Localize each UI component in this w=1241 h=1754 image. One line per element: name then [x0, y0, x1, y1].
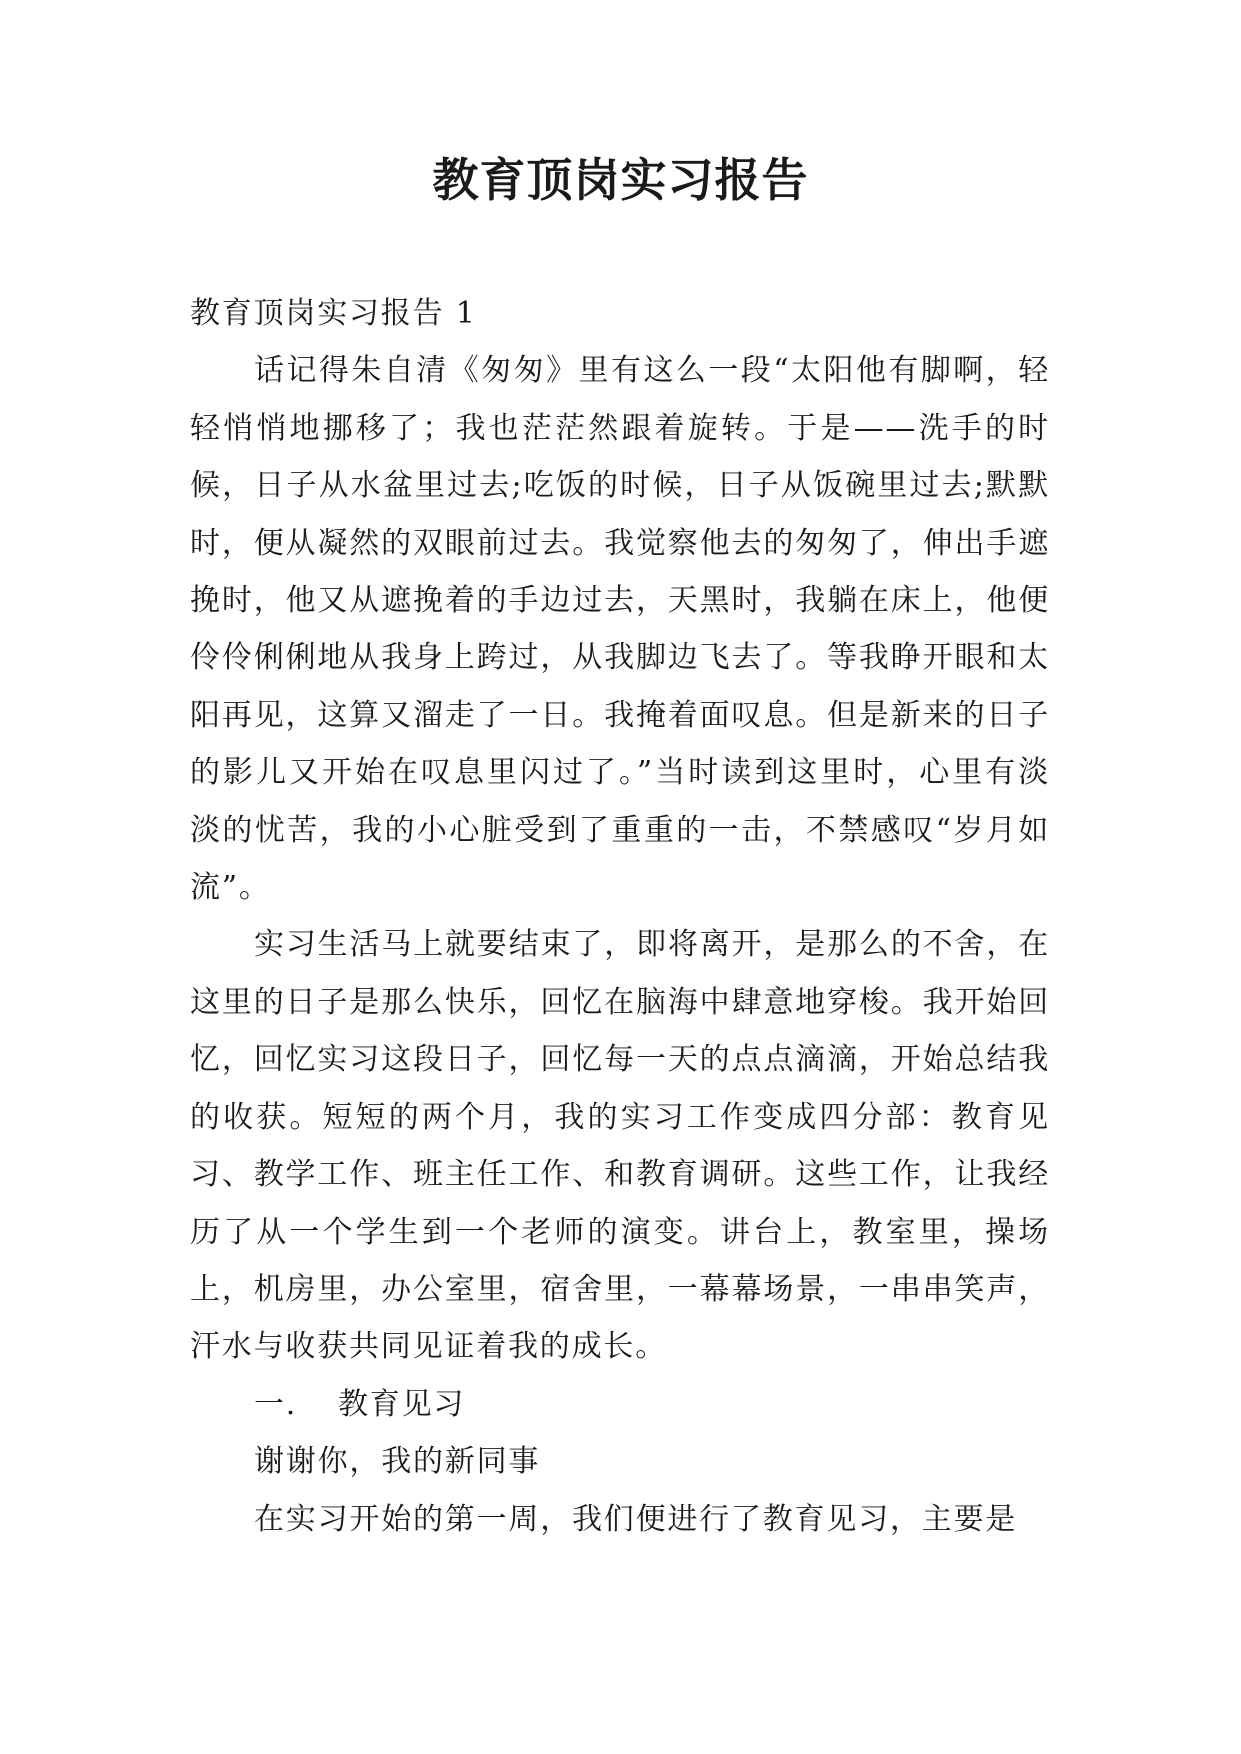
section-title: 教育见习: [338, 1386, 466, 1422]
section-number: 一.: [254, 1386, 298, 1422]
document-body: [190, 285, 1050, 1548]
paragraph: 实习生活马上就要结束了，即将离开，是那么的不舍，在这里的日子是那么快乐，回忆在脑海中肆意地穿梭。我开始回忆，回忆实习这段日子，回忆每一天的点点滴滴，开始总结我的收获。短短的两个月，我的实习工作变成四分部：教育见习、教学工作、班主任工作、和教育调研。这些工作，让我经历了从一个学生到一个老师的演变。讲台上，教室里，操场上，机房里，办公室里，宿舍里，一幕幕场景，一串串笑声，汗水与收获共同见证着我的成长。: [190, 927, 1050, 1365]
document-title: 教育顶岗实习报告: [432, 153, 809, 207]
paragraph: 话记得朱自清《匆匆》里有这么一段“太阳他有脚啊，轻轻悄悄地挪移了；我也茫茫然跟着旋转。于是——洗手的时候，日子从水盆里过去;吃饭的时候，日子从饭碗里过去;默默时，便从凝然的双眼前过去。我觉察他去的匆匆了，伸出手遮挽时，他又从遮挽着的手边过去，天黑时，我躺在床上，他便伶伶俐俐地从我身上跨过，从我脚边飞去了。等我睁开眼和太阳再见，这算又溜走了一日。我掩着面叹息。但是新来的日子的影儿又开始在叹息里闪过了。”当时读到这里时，心里有淡淡的忧苦，我的小心脏受到了重重的一击，不禁感叹“岁月如流”。: [190, 353, 1050, 906]
subheading: 谢谢你，我的新同事: [254, 1444, 541, 1480]
section-heading: [190, 1376, 1050, 1433]
paragraph: 在实习开始的第一周，我们便进行了教育见习，主要是: [254, 1501, 1018, 1537]
report-subtitle: 教育顶岗实习报告 1: [190, 296, 477, 331]
